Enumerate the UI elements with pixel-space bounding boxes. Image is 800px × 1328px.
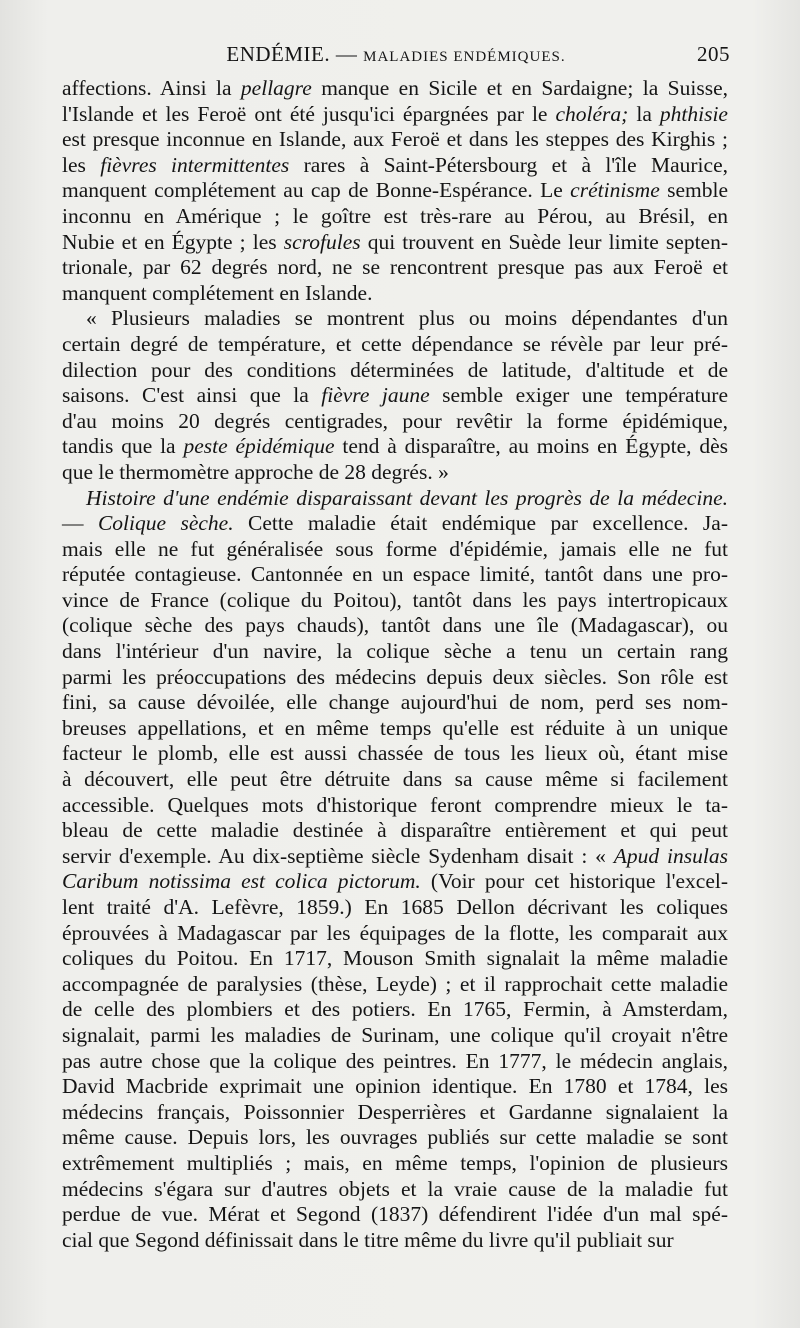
text-line	[62, 358, 728, 384]
text-segment: « Plusieurs maladies se montrent plus ou moins dépendantes d'un	[86, 306, 728, 331]
text-segment: trionale, par 62 degrés nord, ne se rencontrent presque pas aux Feroë et	[62, 255, 728, 280]
text-line	[62, 562, 728, 588]
text-segment: coliques du Poitou. En 1717, Mouson Smith signalait la même maladie	[62, 946, 728, 971]
text-segment: pas autre chose que la colique des peintres. En 1777, le médecin anglais,	[62, 1048, 728, 1073]
text-segment: dilection pour des conditions déterminées de latitude, d'altitude et de	[62, 357, 728, 382]
text-line	[62, 716, 728, 742]
text-line	[62, 613, 728, 639]
running-title	[62, 42, 730, 67]
text-segment: perdue de vue. Mérat et Segond (1837) défendirent l'idée d'un mal spé-	[62, 1202, 728, 1227]
text-line	[62, 818, 728, 844]
text-line	[62, 332, 728, 358]
text-segment: manquent complétement au cap de Bonne-Espérance. Le	[62, 178, 571, 203]
italic-text: Histoire d'une endémie disparaissant devant les progrès de la médecine.	[86, 485, 728, 510]
text-segment: accessible. Quelques mots d'historique feront comprendre mieux le ta-	[62, 792, 728, 817]
text-line	[62, 1202, 728, 1228]
text-line	[62, 306, 728, 332]
running-title-main: ENDÉMIE.	[226, 42, 331, 66]
text-segment: affections. Ainsi la	[62, 76, 241, 100]
text-line	[62, 486, 728, 512]
text-segment: éprouvées à Madagascar par les équipages de la flotte, les comparait aux	[62, 920, 728, 945]
text-line	[62, 844, 728, 870]
italic-text: fièvres intermittentes	[100, 152, 290, 177]
text-line	[62, 690, 728, 716]
text-line	[62, 153, 728, 179]
text-line	[62, 230, 728, 256]
text-line	[62, 460, 728, 486]
body-text	[62, 76, 728, 1253]
italic-text: scrofules	[283, 229, 361, 254]
text-segment: manquent complétement en Islande.	[62, 280, 373, 305]
text-line	[62, 972, 728, 998]
page-number: 205	[697, 42, 730, 66]
text-segment: mais elle ne fut généralisée sous forme d'épidémie, jamais elle ne fut	[62, 536, 728, 561]
italic-text: peste épidémique	[183, 434, 335, 459]
text-segment: semble	[659, 178, 728, 203]
text-line	[62, 1125, 728, 1151]
text-segment: parmi les préoccupations des médecins depuis deux siècles. Son rôle est	[62, 664, 728, 689]
text-line	[62, 255, 728, 281]
text-segment: de celle des plombiers et des potiers. En 1765, Fermin, à Amsterdam,	[62, 997, 728, 1022]
text-line	[62, 434, 728, 460]
running-title-sub: MALADIES ENDÉMIQUES.	[363, 49, 566, 65]
text-segment: réputée contagieuse. Cantonnée en un espace limité, tantôt dans une pro-	[62, 562, 728, 587]
text-line	[62, 537, 728, 563]
text-line	[62, 1228, 728, 1254]
text-segment: tandis que la	[62, 434, 184, 459]
text-line	[62, 204, 728, 230]
italic-text: crétinisme	[570, 178, 660, 203]
text-segment: rares à Saint-Pétersbourg et à l'île Maurice,	[289, 152, 728, 177]
text-segment: Cette maladie était endémique par excellence. Ja-	[233, 511, 728, 536]
text-line	[62, 1074, 728, 1100]
text-line	[62, 741, 728, 767]
text-segment: fini, sa cause dévoilée, elle change aujourd'hui de nom, perd ses nom-	[62, 690, 728, 715]
text-segment: la	[628, 101, 660, 126]
text-line	[62, 767, 728, 793]
text-segment: à découvert, elle peut être détruite dans sa cause même si facilement	[62, 767, 728, 792]
text-line	[62, 946, 728, 972]
text-segment: saisons. C'est ainsi que la	[62, 383, 322, 408]
text-segment: d'au moins 20 degrés centigrades, pour revêtir la forme épidémique,	[62, 408, 728, 433]
text-segment: lent traité d'A. Lefèvre, 1859.) En 1685 Dellon décrivant les coliques	[62, 895, 728, 919]
text-segment: (colique sèche des pays chauds), tantôt dans une île (Madagascar), ou	[62, 613, 728, 638]
italic-text: Colique sèche.	[97, 511, 234, 536]
text-line	[62, 281, 728, 307]
italic-text: Caribum notissima est colica pictorum.	[62, 869, 421, 894]
running-header	[62, 40, 730, 72]
text-line	[62, 895, 728, 921]
text-line	[62, 665, 728, 691]
text-segment: manque en Sicile et en Sardaigne; la Suisse,	[311, 76, 729, 100]
text-segment: —	[62, 511, 98, 536]
text-line	[62, 511, 728, 537]
text-segment: l'Islande et les Feroë ont été jusqu'ici épargnées par le	[62, 101, 556, 126]
text-line	[62, 997, 728, 1023]
text-line	[62, 76, 728, 102]
text-segment: vince de France (colique du Poitou), tantôt dans les pays intertropicaux	[62, 587, 728, 612]
italic-text: fièvre jaune	[321, 383, 430, 408]
text-line	[62, 178, 728, 204]
italic-text: choléra;	[555, 101, 629, 126]
text-segment: qui trouvent en Suède leur limite septen-	[360, 229, 728, 254]
text-line	[62, 1100, 728, 1126]
text-line	[62, 588, 728, 614]
running-title-separator: —	[330, 42, 364, 66]
text-line	[62, 921, 728, 947]
text-line	[62, 383, 728, 409]
text-segment: dans l'intérieur d'un navire, la colique sèche a tenu un certain rang	[62, 639, 728, 664]
text-segment: bleau de cette maladie destinée à disparaître entièrement et qui peut	[62, 818, 728, 843]
italic-text: Apud insulas	[613, 843, 728, 868]
italic-text: phthisie	[659, 101, 728, 126]
text-line	[62, 1049, 728, 1075]
text-line	[62, 1151, 728, 1177]
text-line	[62, 869, 728, 895]
italic-text: pellagre	[240, 76, 312, 100]
text-segment: Nubie et en Égypte ; les	[62, 229, 284, 254]
text-segment: que le thermomètre approche de 28 degrés. »	[62, 459, 449, 484]
text-segment: David Macbride exprimait une opinion identique. En 1780 et 1784, les	[62, 1074, 728, 1099]
text-segment: inconnu en Amérique ; le goître est très-rare au Pérou, au Brésil, en	[62, 203, 728, 228]
text-line	[62, 1177, 728, 1203]
text-line	[62, 793, 728, 819]
text-segment: accompagnée de paralysies (thèse, Leyde) ; et il rapprochait cette maladie	[62, 971, 728, 996]
text-segment: (Voir pour cet historique l'excel-	[420, 869, 729, 894]
text-segment: médecins s'égara sur d'autres objets et la vraie cause de la maladie fut	[62, 1176, 728, 1201]
text-line	[62, 127, 728, 153]
text-line	[62, 102, 728, 128]
text-segment: même cause. Depuis lors, les ouvrages publiés sur cette maladie se sont	[62, 1125, 728, 1150]
text-line	[62, 1023, 728, 1049]
text-segment: cial que Segond définissait dans le titre même du livre qu'il publiait sur	[62, 1227, 674, 1252]
text-segment: semble exiger une température	[429, 383, 728, 408]
text-segment: breuses appellations, et en même temps qu'elle est réduite à un unique	[62, 715, 728, 740]
text-segment: est presque inconnue en Islande, aux Feroë et dans les steppes des Kirghis ;	[62, 127, 728, 152]
text-segment: facteur le plomb, elle est aussi chassée de tous les lieux où, étant mise	[62, 741, 728, 766]
text-segment: tend à disparaître, au moins en Égypte, dès	[334, 434, 729, 459]
text-segment: certain degré de température, et cette dépendance se révèle par leur pré-	[62, 331, 728, 356]
text-segment: servir d'exemple. Au dix-septième siècle Sydenham disait : «	[62, 843, 614, 868]
text-line	[62, 409, 728, 435]
text-line	[62, 639, 728, 665]
text-segment: médecins français, Poissonnier Desperrières et Gardanne signalaient la	[62, 1099, 728, 1124]
text-segment: signalait, parmi les maladies de Surinam, une colique qu'il croyait n'être	[62, 1022, 728, 1047]
text-segment: extrêmement multipliés ; mais, en même temps, l'opinion de plusieurs	[62, 1150, 728, 1175]
text-segment: les	[62, 152, 101, 177]
